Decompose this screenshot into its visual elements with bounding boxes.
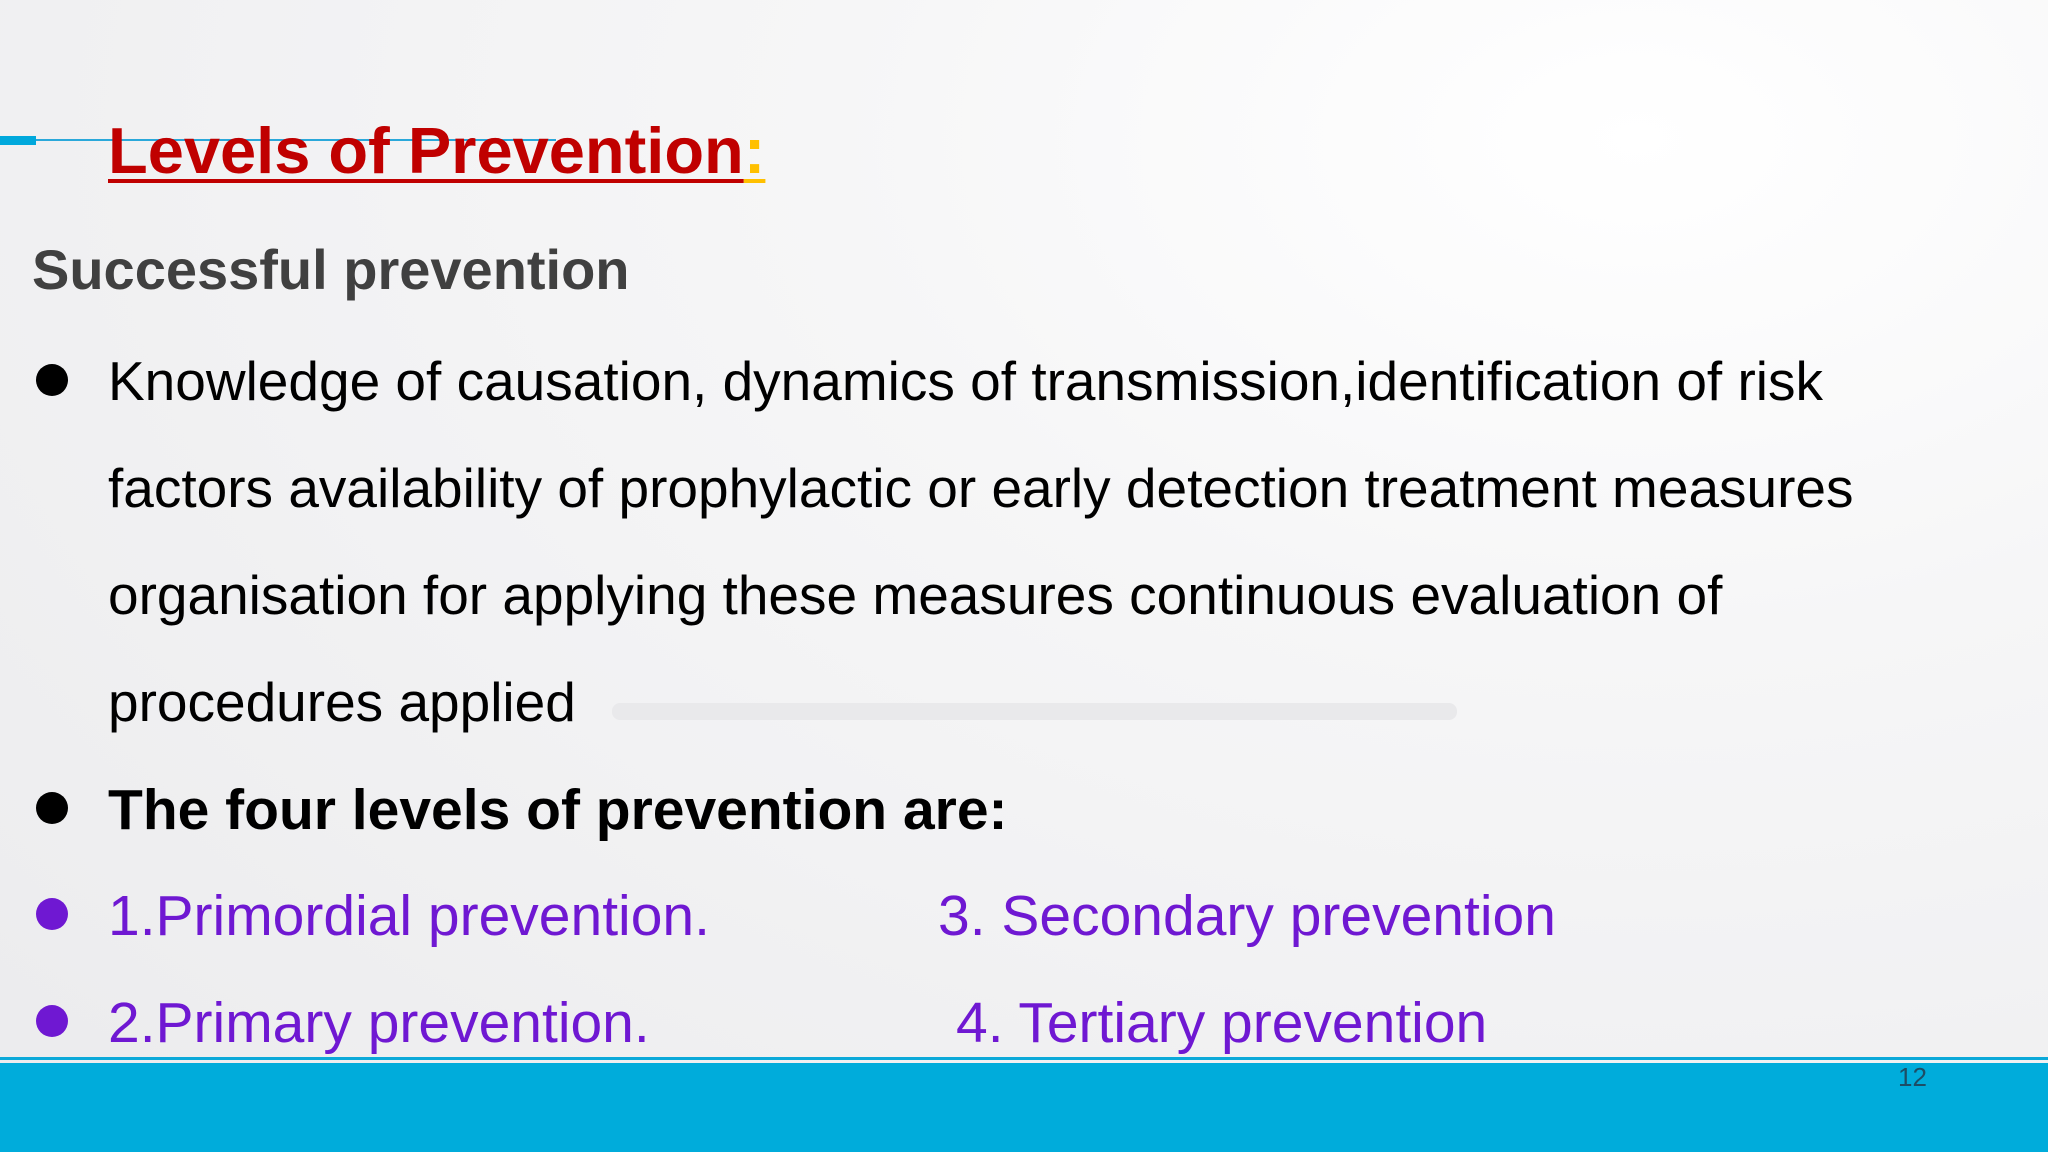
body-line: organisation for applying these measures continuous evaluation of [108, 564, 1723, 626]
level-item-primordial: 1.Primordial prevention. [108, 884, 710, 948]
body-line: Knowledge of causation, dynamics of transmission,identification of risk [108, 350, 1824, 412]
bullet-dot-icon [36, 364, 68, 396]
bullet-dot-icon [36, 1005, 68, 1037]
page-number: 12 [1898, 1062, 1927, 1092]
slide-title [108, 114, 766, 187]
bullet-dot-icon [36, 792, 68, 824]
slide-subtitle: Successful prevention [32, 238, 630, 301]
footer-divider [0, 1057, 2048, 1060]
bullet-dot-icon [36, 898, 68, 930]
level-item-secondary: 3. Secondary prevention [938, 884, 1556, 948]
level-item-tertiary: 4. Tertiary prevention [956, 991, 1488, 1055]
body-line: factors availability of prophylactic or early detection treatment measures [108, 457, 1854, 519]
title-accent-dash [0, 136, 36, 145]
slide-title-colon: : [743, 114, 766, 187]
faint-scroll-bar [612, 703, 1457, 720]
body-line: procedures applied [108, 671, 576, 733]
footer-bar [0, 1063, 2048, 1152]
slide-title-text: Levels of Prevention [108, 114, 744, 187]
level-item-primary: 2.Primary prevention. [108, 991, 650, 1055]
levels-heading: The four levels of prevention are: [108, 778, 1008, 842]
